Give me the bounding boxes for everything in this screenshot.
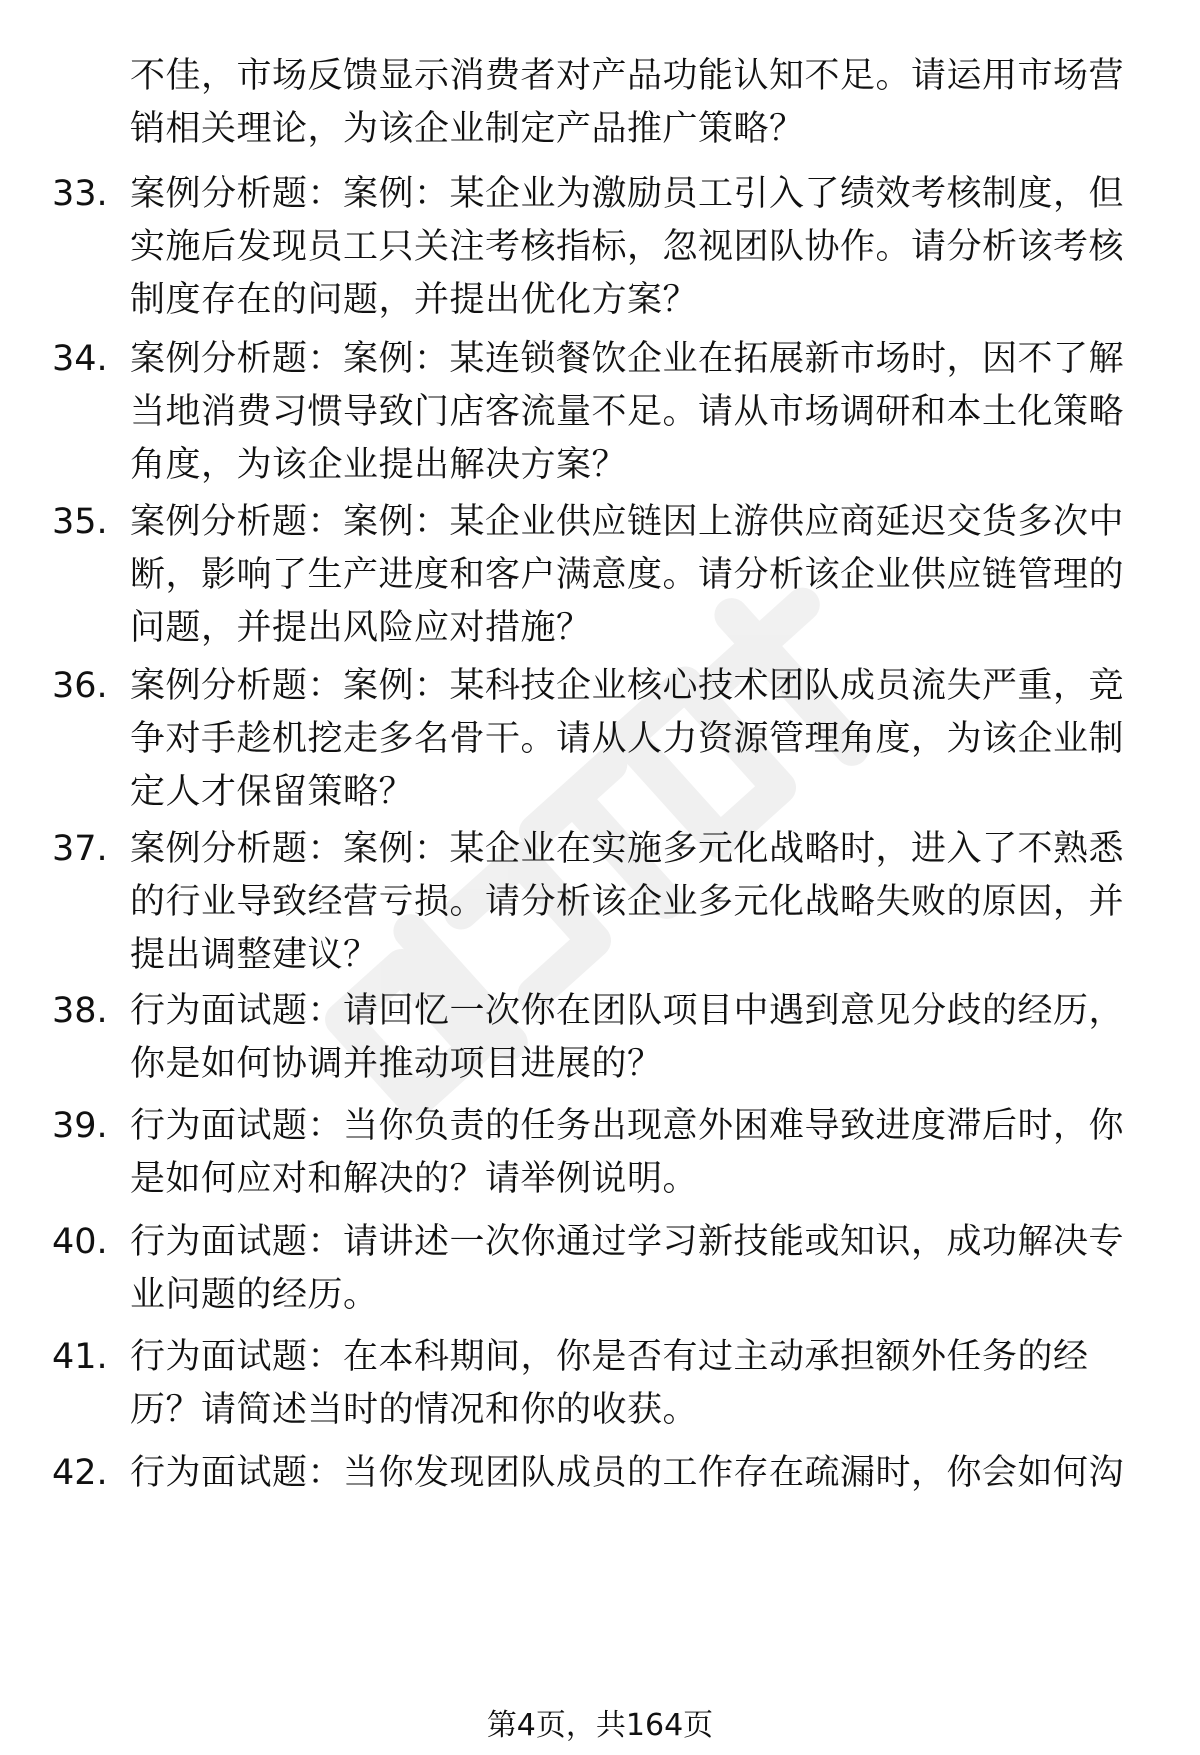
question-number: 35. xyxy=(52,502,108,542)
question-text: 行为面试题：请回忆一次你在团队项目中遇到意见分歧的经历，你是如何协调并推动项目进展的？ xyxy=(130,991,1125,1084)
question-text: 案例分析题：案例：某企业在实施多元化战略时，进入了不熟悉的行业导致经营亏损。请分析该企业多元化战略失败的原因，并提出调整建议？ xyxy=(130,829,1125,975)
question-number: 40. xyxy=(52,1222,108,1262)
question-text: 行为面试题：当你负责的任务出现意外困难导致进度滞后时，你是如何应对和解决的？请举例说明。 xyxy=(130,1106,1125,1199)
question-text: 案例分析题：案例：某企业为激励员工引入了绩效考核制度，但实施后发现员工只关注考核指标，忽视团队协作。请分析该考核制度存在的问题，并提出优化方案？ xyxy=(130,174,1125,320)
question-number: 37. xyxy=(52,829,108,869)
question-text: 行为面试题：当你发现团队成员的工作存在疏漏时，你会如何沟 xyxy=(130,1453,1125,1493)
question-number: 36. xyxy=(52,666,108,706)
question-text: 案例分析题：案例：某科技企业核心技术团队成员流失严重，竞争对手趁机挖走多名骨干。请从人力资源管理角度，为该企业制定人才保留策略？ xyxy=(130,666,1125,812)
question-text: 行为面试题：在本科期间，你是否有过主动承担额外任务的经历？请简述当时的情况和你的收获。 xyxy=(130,1337,1089,1430)
question-number: 41. xyxy=(52,1337,108,1377)
page-footer: 第4页，共164页 xyxy=(486,1708,714,1743)
question-text: 案例分析题：案例：某连锁餐饮企业在拓展新市场时，因不了解当地消费习惯导致门店客流量不足。请从市场调研和本土化策略角度，为该企业提出解决方案？ xyxy=(130,339,1125,485)
question-number: 34. xyxy=(52,339,108,379)
question-text: 行为面试题：请讲述一次你通过学习新技能或知识，成功解决专业问题的经历。 xyxy=(130,1222,1125,1315)
question-number: 38. xyxy=(52,991,108,1031)
question-number: 33. xyxy=(52,174,108,214)
question-number: 42. xyxy=(52,1453,108,1493)
question-number: 39. xyxy=(52,1106,108,1146)
question-text: 案例分析题：案例：某企业供应链因上游供应商延迟交货多次中断，影响了生产进度和客户满意度。请分析该企业供应链管理的问题，并提出风险应对措施？ xyxy=(130,502,1125,648)
continued-paragraph: 不佳，市场反馈显示消费者对产品功能认知不足。请运用市场营销相关理论，为该企业制定产品推广策略？ xyxy=(130,56,1125,149)
